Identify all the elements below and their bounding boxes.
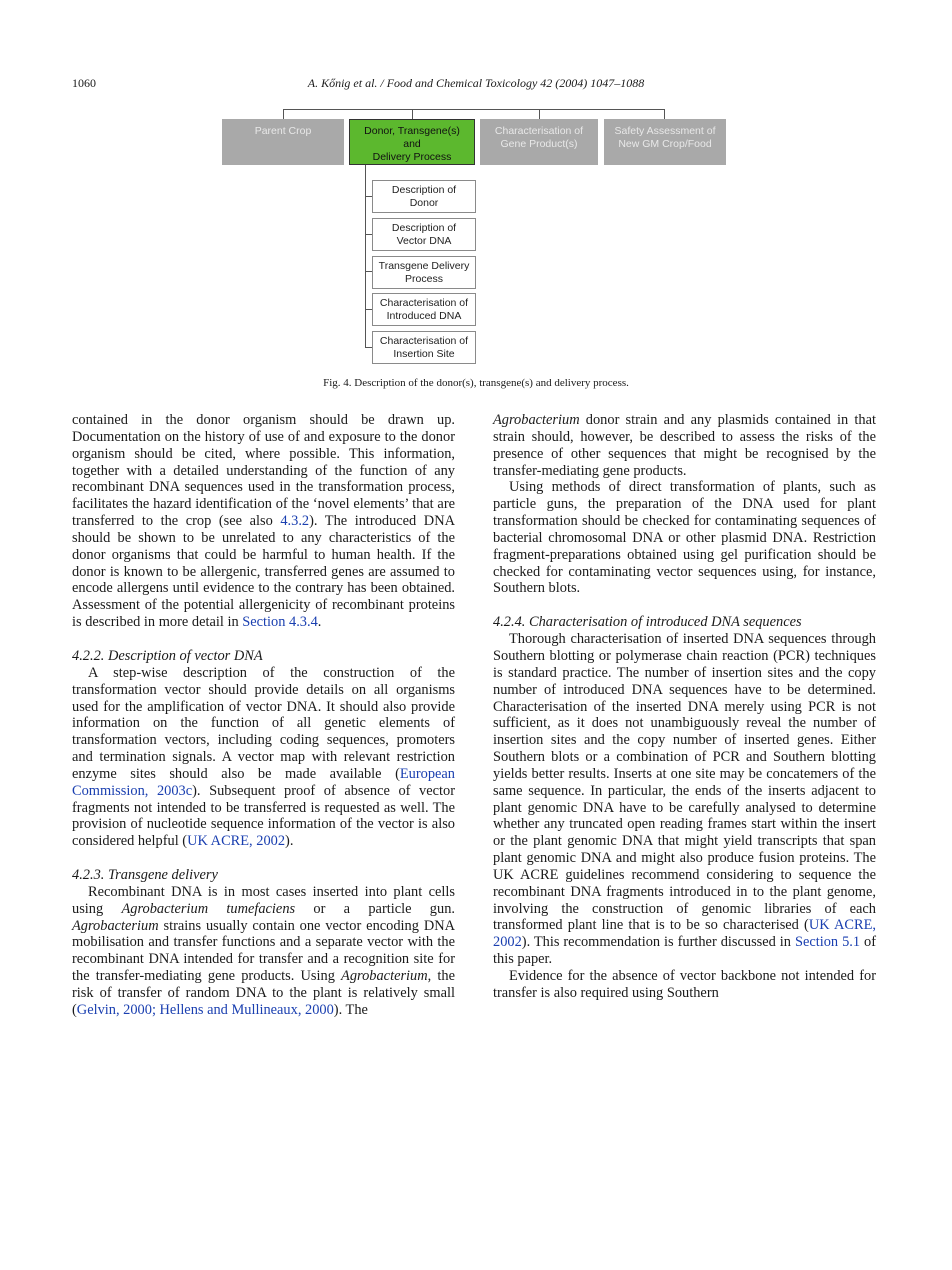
paragraph-characterisation-inserted-dna: Thorough characterisation of inserted DNA sequences through Southern blotting or polymerase chain reaction (PCR) techniques is standard practice. The number of insertion sites and the copy number of introduced DNA sequences have to be determined. Characterisation of the inserted DNA merely using PCR is not sufficient, as it does not unambiguously reveal the number of insertion sites and the copy number of inserted genes. Either Southern blots or a combination of PCR and Southern blotting yields better results. Inserts at one site may be concatemers of the same sequence. In particular, the ends of the inserts adjacent to plant genomic DNA have to be carefully analysed to determine whether any truncated open reading frames start within the insert or the plant genomic DNA that might yield transcripts that span plant genomic DNA and might also produce fusion proteins. The UK ACRE guidelines recommend considering to sequence the recombinant DNA fragments introduced in to the plant genome, involving the construction of genomic libraries of each transformed plant line that is to be so characterised (UK ACRE, 2002). This recommendation is further discussed in Section 5.1 of this paper.: [493, 631, 876, 968]
paragraph-agrobacterium-strain: Agrobacterium donor strain and any plasmids contained in that strain should, however, be described to assess the risks of the presence of other sequences that might be recognised by the transfer-mediating gene products.: [493, 412, 876, 479]
paragraph-donor-continuation: contained in the donor organism should be drawn up. Documentation on the history of use of and exposure to the donor organism should be cited, where possible. This information, together with a detailed understanding of the function of any recombinant DNA sequences used in the transformation process, facilitates the hazard identification of the ‘novel elements’ that are transferred to the crop (see also 4.3.2). The introduced DNA should be shown to be unrelated to any characteristics of the donor organisms that could be harmful to human health. If the donor is known to be allergenic, transferred genes are assumed to encode allergens until evidence to the contrary has been obtained. Assessment of the potential allergenicity of recombinant proteins is described in more detail in Section 4.3.4.: [72, 412, 455, 631]
connector-drop-1: [283, 109, 284, 119]
paragraph-vector-dna: A step-wise description of the construction of the transformation vector should provide details on all organisms used for the amplification of vector DNA. It should also provide information on the function of all genetic elements of transformation vectors, including coding sequences, promoters and termination signals. A vector map with relevant restriction enzyme sites should also be made available (European Commission, 2003c). Subsequent proof of absence of vector fragments not intended to be transferred is requested as well. The provision of nucleotide sequence information of the vector is also considered helpful (UK ACRE, 2002).: [72, 664, 455, 850]
running-head: A. Kőnig et al. / Food and Chemical Toxicology 42 (2004) 1047–1088: [307, 76, 645, 90]
right-column: [493, 412, 876, 1002]
ref-european-commission-link[interactable]: European Commission, 2003c: [72, 765, 455, 799]
box-characterisation-gene-product: Characterisation of Gene Product(s): [480, 119, 598, 165]
ref-section-5-1-link[interactable]: Section 5.1: [794, 934, 861, 951]
connector-sub-2: [365, 234, 372, 235]
paragraph-transgene-delivery: Recombinant DNA is in most cases inserted into plant cells using Agrobacterium tumefaciens or a particle gun. Agrobacterium strains usually contain one vector encoding DNA mobilisation and transfer functions and a separate vector with the recombinant DNA intended for transfer and a recognition site for the transfer-mediating gene products. Using Agrobacterium, the risk of transfer of random DNA to the plant is relatively small (Gelvin, 2000; Hellens and Mullineaux, 2000). The: [72, 883, 455, 1018]
left-column: [72, 412, 455, 1019]
box-characterisation-introduced-dna: Characterisation of Introduced DNA: [372, 293, 476, 326]
box-characterisation-insertion-site: Characterisation of Insertion Site: [372, 331, 476, 364]
box-description-of-donor: Description of Donor: [372, 180, 476, 213]
paragraph-direct-transformation: Using methods of direct transformation of plants, such as particle guns, the preparation of the DNA used for plant transformation should be checked for contaminating sequences of bacterial chromosomal DNA or other plasmid DNA. Restriction fragment-preparations obtained using gel purification should be checked for contaminating vector sequences using, for instance, Southern blots.: [493, 479, 876, 597]
page-number: 1060: [72, 76, 96, 90]
heading-4-2-3: 4.2.3. Transgene delivery: [72, 867, 218, 884]
figure-caption: Fig. 4. Description of the donor(s), transgene(s) and delivery process.: [323, 377, 629, 389]
connector-drop-3: [539, 109, 540, 119]
figure-4-diagram: [0, 0, 952, 400]
connector-drop-2: [412, 109, 413, 119]
connector-vertical-sub: [365, 165, 366, 348]
connector-sub-3: [365, 271, 372, 272]
heading-4-2-4: 4.2.4. Characterisation of introduced DNA sequences: [493, 614, 802, 631]
box-parent-crop: Parent Crop: [222, 119, 344, 165]
connector-top-horizontal: [283, 109, 665, 110]
ref-4-3-2-link[interactable]: 4.3.2: [280, 513, 310, 530]
connector-drop-4: [664, 109, 665, 119]
box-description-of-vector-dna: Description of Vector DNA: [372, 218, 476, 251]
box-transgene-delivery-process: Transgene Delivery Process: [372, 256, 476, 289]
ref-uk-acre-link-2[interactable]: UK ACRE, 2002: [493, 917, 876, 951]
connector-sub-5: [365, 347, 372, 348]
heading-4-2-2: 4.2.2. Description of vector DNA: [72, 647, 263, 664]
ref-section-4-3-4-link[interactable]: Section 4.3.4: [242, 614, 318, 631]
connector-sub-1: [365, 196, 372, 197]
connector-sub-4: [365, 309, 372, 310]
box-safety-assessment: Safety Assessment of New GM Crop/Food: [604, 119, 726, 165]
paragraph-vector-backbone: Evidence for the absence of vector backbone not intended for transfer is also required using Southern: [493, 968, 876, 1001]
box-donor-transgene-delivery: Donor, Transgene(s) and Delivery Process: [349, 119, 475, 165]
ref-uk-acre-link[interactable]: UK ACRE, 2002: [187, 833, 286, 850]
ref-gelvin-hellens-link[interactable]: Gelvin, 2000; Hellens and Mullineaux, 2000: [76, 1001, 334, 1018]
